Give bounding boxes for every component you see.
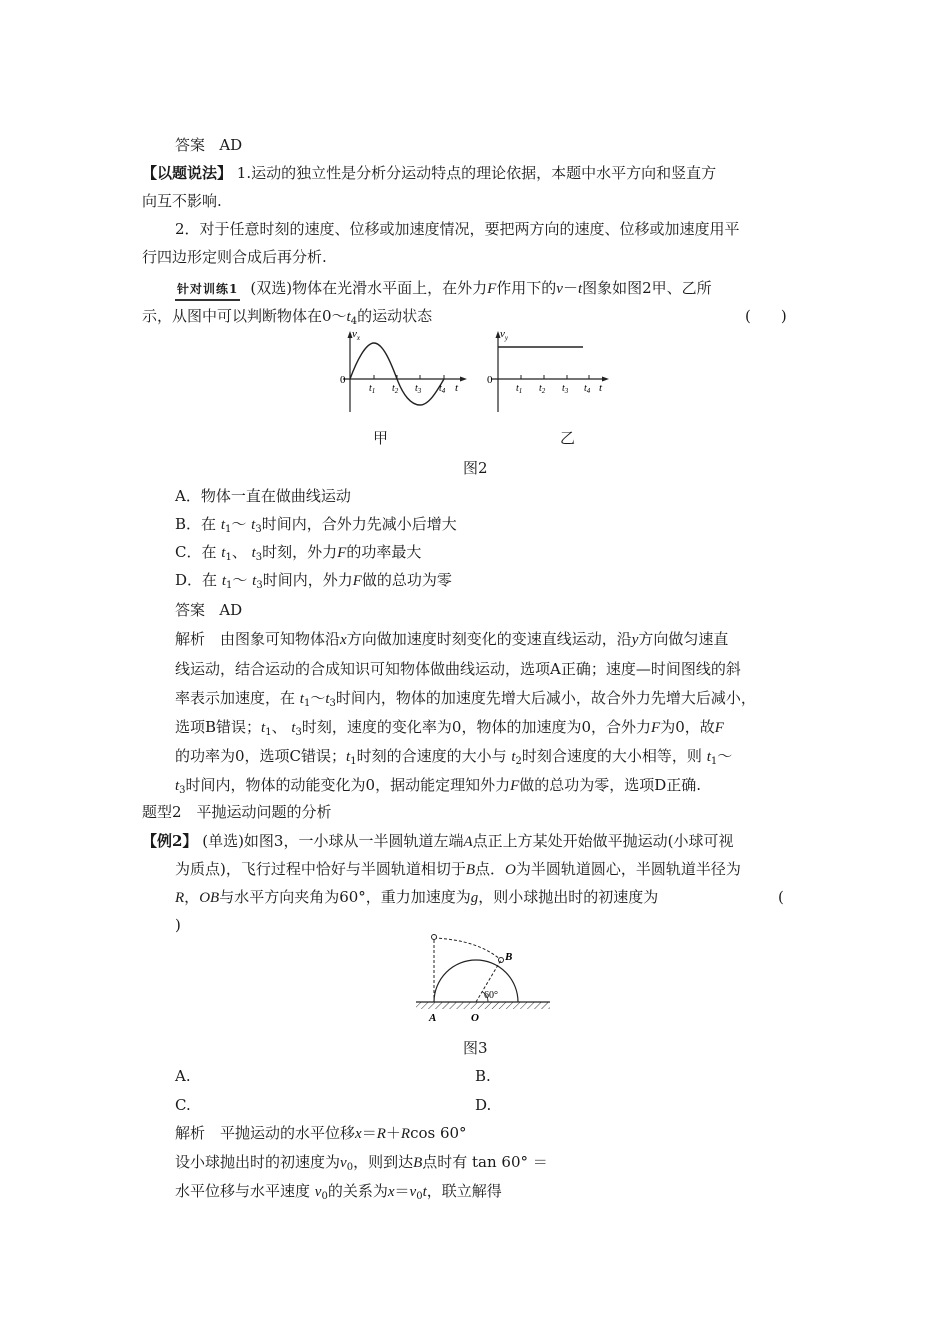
trajectory	[434, 938, 501, 960]
option-2-b: B.	[475, 1067, 491, 1085]
text: 时间内，物体的加速度先增大后减小，故合外力先增大后减小，	[335, 689, 756, 707]
answer-line	[175, 135, 242, 155]
text: 方向做匀速直	[638, 630, 729, 648]
var-t: t	[261, 720, 266, 736]
subscript: 1	[225, 552, 232, 563]
label-A: A	[429, 1012, 437, 1024]
var-F: F	[337, 545, 347, 561]
section-title: 题型2 平抛运动问题的分析	[142, 803, 332, 821]
text: 选项B错误；	[175, 718, 262, 736]
option-2-d: D.	[475, 1096, 492, 1114]
var-O: O	[505, 862, 516, 878]
text: 图象如图2甲、乙所	[582, 279, 712, 297]
text: 做的总功为零	[361, 571, 452, 589]
text: 示，从图中可以判断物体在0～	[142, 307, 347, 325]
var-y: y	[631, 632, 639, 648]
var-F: F	[651, 720, 661, 736]
subscript: 1	[225, 580, 233, 591]
text: ，联立解得	[426, 1182, 502, 1200]
subscript: 2	[515, 756, 522, 767]
left-tick-t1: $t_1$	[369, 383, 376, 395]
text: 时刻，速度的变化率为0，物体的加速度为0，合外力	[301, 718, 652, 736]
var-t: t	[291, 720, 296, 736]
var-F: F	[510, 778, 520, 794]
text: 时刻合速度的大小相等，则	[521, 747, 702, 765]
left-y-label: $v_x$	[352, 328, 360, 342]
figure-2-left-caption: 甲	[373, 429, 389, 447]
training-tag: 针对训练1	[175, 279, 240, 301]
method-note-line-2: 向互不影响.	[142, 192, 222, 210]
text: 设小球抛出时的初速度为	[175, 1153, 341, 1171]
text: 与水平方向夹角为60°，重力加速度为	[219, 888, 471, 906]
var-t: t	[299, 691, 304, 707]
var-t: t	[577, 281, 583, 297]
analysis-2-line-2	[175, 1152, 548, 1178]
right-tick-t4: $t_4$	[584, 383, 591, 395]
text: ～	[717, 747, 733, 765]
example-2-line-1	[142, 831, 734, 852]
option-2-a: A.	[175, 1067, 191, 1085]
text: ～	[232, 571, 248, 589]
var-t: t	[251, 545, 256, 561]
semicircle-track	[434, 960, 518, 1002]
analysis-line-5	[175, 746, 732, 772]
subscript: 1	[350, 756, 357, 767]
method-note-text: 1.运动的独立性是分析分运动特点的理论依据，本题中水平方向和竖直方	[236, 164, 717, 182]
text: 时间内，物体的动能变化为0，据动能定理知外力	[185, 776, 511, 794]
left-t-label: t	[455, 382, 459, 394]
text: 为0，故	[660, 718, 715, 736]
answer-line-2	[175, 600, 242, 620]
subscript: 0	[346, 1162, 354, 1173]
answer-label: 答案	[175, 601, 206, 619]
subscript: 1	[303, 698, 311, 709]
var-t: t	[346, 309, 351, 325]
text: 点．	[475, 860, 506, 878]
var-v: v	[340, 1155, 347, 1171]
subscript: 3	[255, 552, 263, 563]
label-O: O	[471, 1012, 479, 1024]
method-note-line-3: 2．对于任意时刻的速度、位移或加速度情况，要把两方向的速度、位移或加速度用平	[175, 220, 740, 238]
angle-label: 60°	[484, 990, 498, 1001]
training-question-line-1	[175, 278, 712, 301]
text: ＝	[394, 1182, 410, 1200]
text: 做的总功为零，选项D正确.	[519, 776, 702, 794]
text: ，则到达	[353, 1153, 414, 1171]
var-t: t	[251, 517, 256, 533]
text: 点正上方某处开始做平抛运动(小球可视	[472, 832, 734, 850]
text: 时间内，外力	[262, 571, 353, 589]
text: 时刻，外力	[262, 543, 338, 561]
analysis-line-1	[175, 629, 728, 650]
subscript: 1	[265, 727, 272, 738]
right-x-arrow	[602, 377, 609, 382]
text: ，则小球抛出时的初速度为	[478, 888, 659, 906]
left-tick-t4: $t_4$	[439, 383, 446, 395]
var-F: F	[352, 573, 362, 589]
sine-curve	[350, 343, 444, 405]
text: 点时有 tan 60° ＝	[422, 1153, 548, 1171]
var-g: g	[470, 890, 479, 906]
text: 为半圆轨道圆心，半圆轨道半径为	[515, 860, 741, 878]
paren-close: )	[175, 916, 181, 934]
text: 率表示加速度，在	[175, 689, 296, 707]
text: 为质点)，飞行过程中恰好与半圆轨道相切于	[175, 860, 466, 878]
text: D．在	[175, 571, 218, 589]
subscript: 1	[710, 756, 718, 767]
option-d	[175, 570, 452, 596]
var-B: B	[465, 862, 476, 878]
left-tick-t2: $t_2$	[392, 383, 399, 395]
var-t: t	[252, 573, 257, 589]
var-t: t	[706, 749, 711, 765]
var-x: x	[340, 632, 347, 648]
text: ～	[231, 515, 247, 533]
var-v: v	[409, 1184, 417, 1200]
answer-paren: ( )	[745, 307, 787, 325]
analysis-line-4	[175, 717, 724, 743]
label-B: B	[505, 951, 513, 963]
text: 的运动状态	[357, 307, 433, 325]
option-c	[175, 542, 421, 568]
right-tick-t1: $t_1$	[516, 383, 523, 395]
example-2-line-2	[175, 859, 741, 880]
var-v: v	[556, 281, 563, 297]
var-x: x	[387, 1184, 395, 1200]
var-A: A	[463, 834, 473, 850]
answer-value: AD	[219, 136, 243, 154]
subscript: 1	[224, 524, 232, 535]
var-v: v	[314, 1184, 322, 1200]
subscript: 0	[321, 1191, 328, 1202]
option-2-c: C.	[175, 1096, 191, 1114]
var-t: t	[511, 749, 516, 765]
text: 的功率最大	[346, 543, 422, 561]
text: ＝	[361, 1124, 377, 1142]
var-x: x	[355, 1126, 362, 1142]
var-t: t	[346, 749, 351, 765]
var-t: t	[221, 545, 226, 561]
text: 方向做加速度时刻变化的变速直线运动，沿	[346, 630, 632, 648]
figure-3-caption: 图3	[463, 1039, 488, 1057]
text: 、	[271, 718, 287, 736]
text: 、	[231, 543, 247, 561]
figure-2-right-caption: 乙	[560, 429, 576, 447]
figure-2-caption: 图2	[463, 459, 488, 477]
text: (双选)物体在光滑水平面上，在外力	[250, 279, 488, 297]
analysis-2-line-1	[175, 1123, 467, 1144]
text: 的功率为0，选项C错误；	[175, 747, 347, 765]
figure-2-graphs	[335, 325, 625, 420]
example-tag: 【例2】	[142, 832, 198, 850]
answer-label: 答案	[175, 136, 206, 154]
right-origin: 0	[487, 374, 493, 386]
var-R: R	[400, 1126, 411, 1142]
text: 解析 由图象可知物体沿	[175, 630, 341, 648]
var-t: t	[175, 778, 180, 794]
var-t: t	[220, 517, 225, 533]
method-note-tag: 【以题说法】	[142, 164, 233, 182]
subscript: 0	[416, 1191, 423, 1202]
text: B．在	[175, 515, 217, 533]
var-B: B	[413, 1155, 423, 1171]
subscript: 3	[255, 524, 262, 535]
right-y-label: $v_y$	[500, 328, 508, 342]
text: ＋	[385, 1124, 401, 1142]
subscript: 3	[179, 785, 186, 796]
answer-value: AD	[219, 601, 243, 619]
paren-open: (	[778, 888, 784, 906]
var-OB: OB	[199, 890, 220, 906]
subscript: 3	[256, 580, 263, 591]
right-t-label: t	[599, 382, 603, 394]
var-R: R	[376, 1126, 386, 1142]
text: C．在	[175, 543, 217, 561]
ball-start	[432, 935, 437, 940]
figure-3-semicircle	[408, 930, 558, 1025]
left-tick-t3: $t_3$	[415, 383, 422, 395]
ground-hatch	[416, 1002, 550, 1009]
method-note-line-1	[142, 163, 716, 183]
subscript: 4	[350, 316, 358, 327]
left-x-arrow	[460, 377, 467, 382]
analysis-line-6	[175, 775, 701, 801]
left-origin: 0	[340, 374, 346, 386]
text: 作用下的	[496, 279, 557, 297]
analysis-line-2: 线运动，结合运动的合成知识可知物体做曲线运动，选项A正确；速度—时间图线的斜	[175, 660, 741, 678]
var-F: F	[487, 281, 497, 297]
var-t: t	[221, 573, 226, 589]
option-a: A．物体一直在做曲线运动	[175, 487, 351, 505]
text: (单选)如图3，一小球从一半圆轨道左端	[202, 832, 464, 850]
analysis-line-3	[175, 688, 756, 714]
var-R: R	[175, 890, 185, 906]
text: 时刻的合速度的大小与	[356, 747, 507, 765]
text: 水平位移与水平速度	[175, 1182, 311, 1200]
option-b	[175, 514, 457, 540]
text: 的关系为	[327, 1182, 388, 1200]
text: 时间内，合外力先减小后增大	[261, 515, 457, 533]
text: cos 60°	[410, 1124, 467, 1142]
var-t: t	[325, 691, 330, 707]
subscript: 3	[329, 698, 336, 709]
text: －	[562, 279, 578, 297]
right-tick-t2: $t_2$	[539, 383, 546, 395]
method-note-line-4: 行四边形定则合成后再分析.	[142, 248, 327, 266]
var-F: F	[714, 720, 724, 736]
text: ，	[184, 888, 200, 906]
text: 解析 平抛运动的水平位移	[175, 1124, 356, 1142]
var-t: t	[422, 1184, 427, 1200]
example-2-line-3	[175, 887, 658, 908]
subscript: 3	[295, 727, 302, 738]
analysis-2-line-3	[175, 1181, 502, 1207]
right-tick-t3: $t_3$	[562, 383, 569, 395]
text: ～	[310, 689, 326, 707]
